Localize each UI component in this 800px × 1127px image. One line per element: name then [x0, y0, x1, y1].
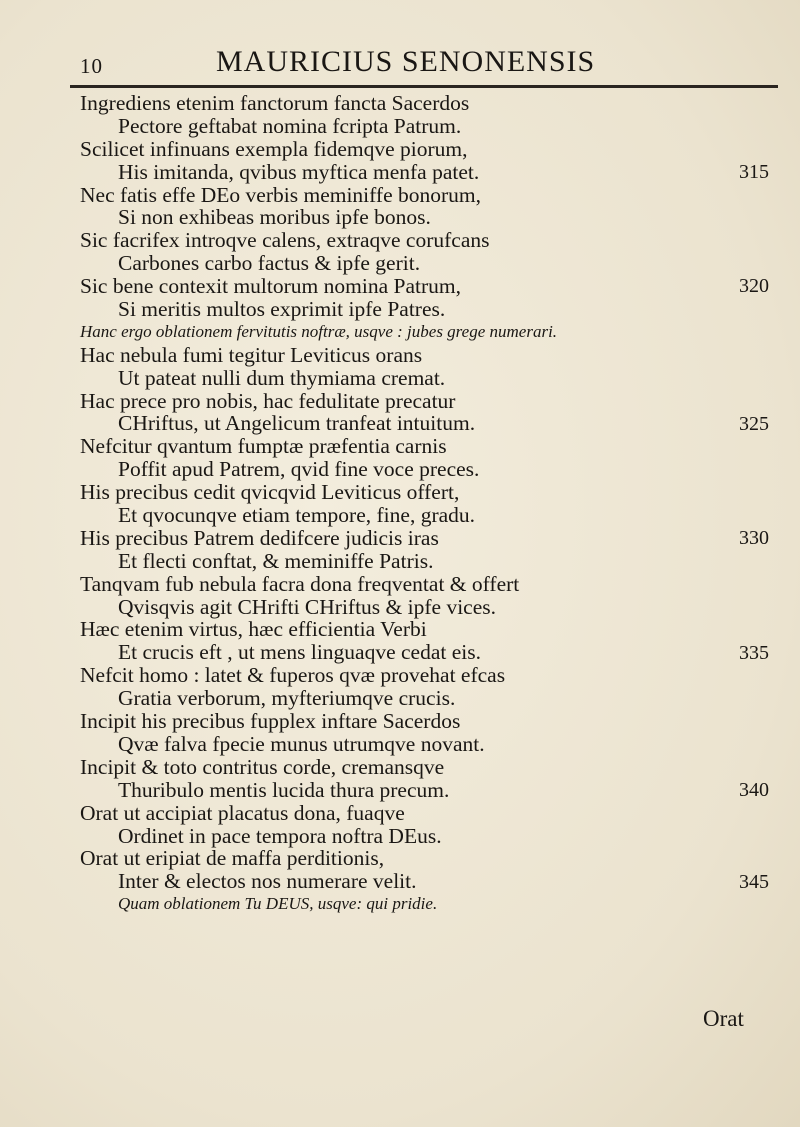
verse-line: Inter & electos nos numerare velit.: [118, 869, 417, 894]
verse-line: Nefcitur qvantum fumptæ præfentia carnis: [80, 434, 447, 459]
line-number: 340: [739, 779, 769, 801]
line-number: 325: [739, 412, 769, 435]
line-number: 345: [739, 870, 769, 893]
verse-line: His imitanda, qvibus myftica menfa patet.: [118, 159, 480, 184]
verse-line: Et flecti conftat, & meminiffe Patris.: [118, 548, 434, 573]
verse-line: Sic bene contexit multorum nomina Patrum,: [80, 274, 461, 299]
verse-line: Hac prece pro nobis, hac fedulitate precatur: [80, 388, 456, 413]
verse-line: Hac nebula fumi tegitur Leviticus orans: [80, 342, 423, 367]
verse-line: Si non exhibeas moribus ipfe bonos.: [118, 205, 431, 230]
verse-line: His precibus Patrem dedifcere judicis iras: [80, 525, 439, 550]
verse-line: Si meritis multos exprimit ipfe Patres.: [118, 297, 446, 322]
running-head: MAURICIUS SENONENSIS: [216, 45, 596, 78]
verse-line: Sic facrifex introqve calens, extraqve corufcans: [80, 228, 490, 253]
verse-line: Qvisqvis agit CHrifti CHriftus & ipfe vices.: [118, 594, 497, 619]
verse-line: Nefcit homo : latet & fuperos qvæ provehat efcas: [80, 663, 506, 688]
line-number: 320: [739, 275, 769, 298]
verse-line: Tanqvam fub nebula facra dona freqventat & offert: [80, 571, 520, 596]
rubric-line: Quam oblationem Tu DEUS, usqve: qui pridie.: [118, 894, 438, 914]
verse-line: Scilicet infinuans exempla fidemqve piorum,: [80, 136, 468, 161]
verse-line: Thuribulo mentis lucida thura precum.: [118, 777, 450, 802]
verse-line: Ingrediens etenim fanctorum fancta Sacerdos: [80, 91, 470, 115]
catchword: Orat: [703, 1006, 744, 1031]
page-number: 10: [80, 54, 103, 78]
verse-line: Gratia verborum, myfteriumqve crucis.: [118, 686, 456, 711]
verse-line: Pectore geftabat nomina fcripta Patrum.: [118, 113, 462, 138]
verse-line: Et crucis eft , ut mens linguaqve cedat eis.: [118, 640, 481, 665]
verse-line: Hæc etenim virtus, hæc efficientia Verbi: [80, 617, 427, 642]
verse-line: Nec fatis effe DEo verbis meminiffe bonorum,: [80, 182, 482, 207]
verse-line: Orat ut eripiat de maffa perditionis,: [80, 846, 385, 871]
verse-line: Carbones carbo factus & ipfe gerit.: [118, 251, 421, 276]
verse-line: Ut pateat nulli dum thymiama cremat.: [118, 365, 446, 390]
verse-line: Et qvocunqve etiam tempore, fine, gradu.: [118, 503, 476, 528]
header-rule: [70, 85, 778, 88]
verse-line: Orat ut accipiat placatus dona, fuaqve: [80, 800, 405, 825]
verse-line: Qvæ falva fpecie munus utrumqve novant.: [118, 731, 485, 756]
line-number: 315: [739, 160, 769, 183]
verse-line: CHriftus, ut Angelicum tranfeat intuitum.: [118, 411, 476, 436]
verse-line: Incipit & toto contritus corde, cremansqve: [80, 754, 445, 779]
verse-line: Incipit his precibus fupplex inftare Sacerdos: [80, 709, 461, 734]
rubric-line: Hanc ergo oblationem fervitutis noftræ, usqve : jubes grege numerari.: [80, 321, 558, 341]
verse-line: Ordinet in pace tempora noftra DEus.: [118, 823, 442, 848]
verse-body: [80, 92, 680, 916]
line-number: 330: [739, 527, 769, 550]
verse-line: His precibus cedit qvicqvid Leviticus offert,: [80, 480, 460, 505]
line-number: 335: [739, 641, 769, 664]
verse-line: Poffit apud Patrem, qvid fine voce preces.: [118, 457, 480, 482]
page-header: [0, 38, 800, 78]
